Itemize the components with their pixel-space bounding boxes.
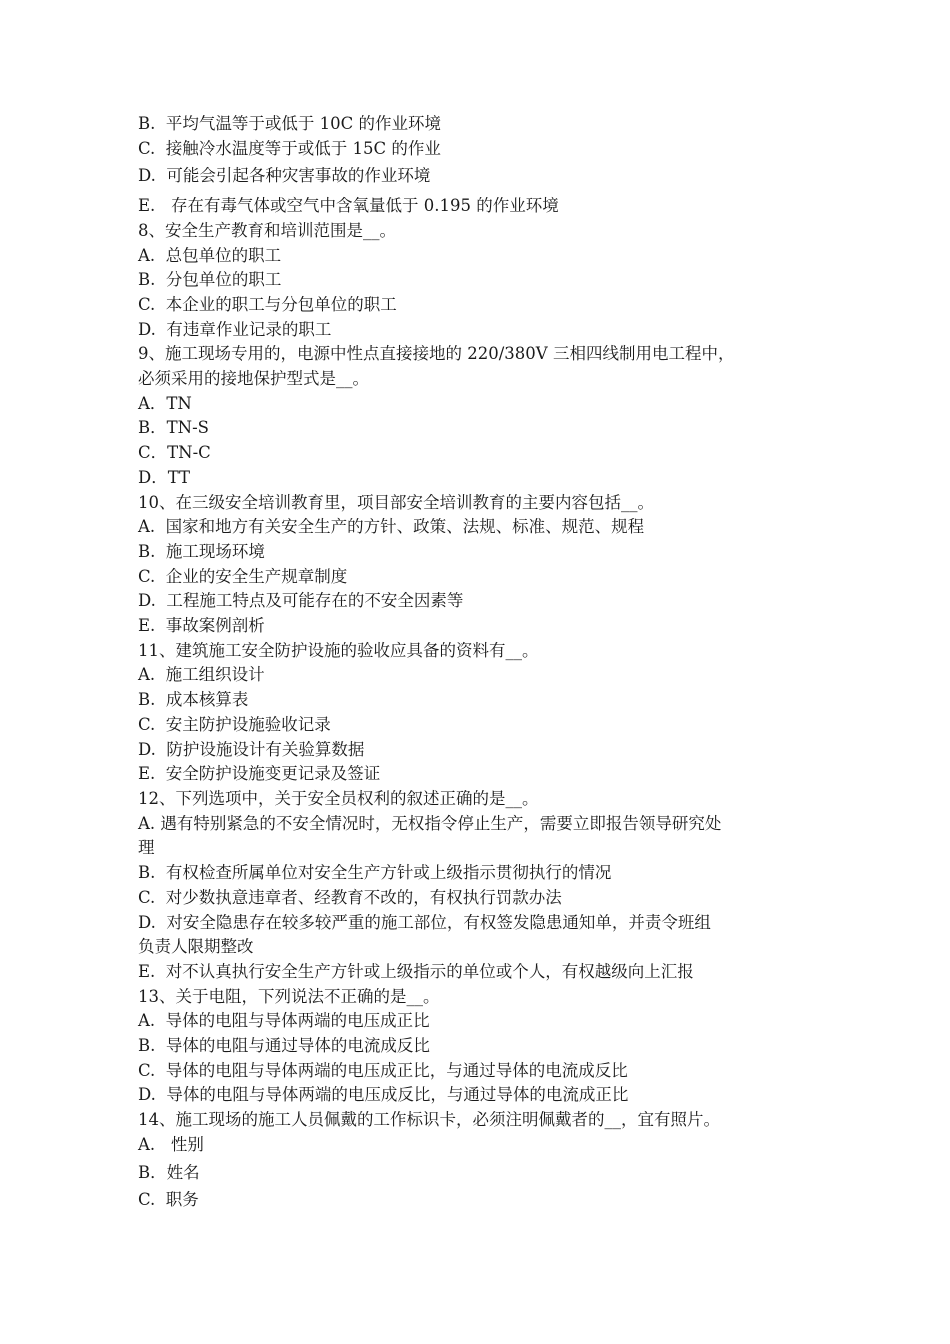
option-line-continued: 理 [138, 838, 155, 858]
option-line: B. 施工现场环境 [138, 541, 265, 561]
option-line: C. 企业的安全生产规章制度 [138, 566, 348, 586]
option-line: C. 职务 [138, 1190, 199, 1210]
option-line: B. 分包单位的职工 [138, 270, 282, 290]
option-line: A. 遇有特别紧急的不安全情况时，无权指令停止生产，需要立即报告领导研究处 [138, 813, 722, 833]
question-14: 14、施工现场的施工人员佩戴的工作标识卡，必须注明佩戴者的__，宜有照片。 [138, 1110, 720, 1130]
question-9: 9、施工现场专用的，电源中性点直接接地的 220/380V 三相四线制用电工程中， [138, 344, 735, 364]
question-11: 11、建筑施工安全防护设施的验收应具备的资料有__。 [138, 640, 539, 660]
option-line: B. 有权检查所属单位对安全生产方针或上级指示贯彻执行的情况 [138, 863, 612, 883]
option-line: E. 安全防护设施变更记录及签证 [138, 764, 381, 784]
option-line: C. 对少数执意违章者、经教育不改的，有权执行罚款办法 [138, 887, 562, 907]
option-line: A. 国家和地方有关安全生产的方针、政策、法规、标准、规范、规程 [138, 517, 645, 537]
option-line: E. 对不认真执行安全生产方针或上级指示的单位或个人，有权越级向上汇报 [138, 961, 694, 981]
option-line: A. 总包单位的职工 [138, 245, 282, 265]
option-line: B. 导体的电阻与通过导体的电流成反比 [138, 1036, 430, 1056]
document-body [138, 112, 818, 1213]
option-line: B. 成本核算表 [138, 690, 249, 710]
option-line: D. 有违章作业记录的职工 [138, 319, 332, 339]
option-line: A. 施工组织设计 [138, 665, 265, 685]
option-line: D. 可能会引起各种灾害事故的作业环境 [138, 166, 431, 186]
question-13: 13、关于电阻，下列说法不正确的是__。 [138, 986, 440, 1006]
option-line: E. 存在有毒气体或空气中含氧量低于 0.195 的作业环境 [138, 196, 559, 216]
option-line: E. 事故案例剖析 [138, 616, 265, 636]
option-line: C. 本企业的职工与分包单位的职工 [138, 294, 397, 314]
option-line: D．TT [138, 467, 191, 487]
option-line: C. 导体的电阻与导体两端的电压成正比，与通过导体的电流成反比 [138, 1060, 628, 1080]
option-line: D. 导体的电阻与导体两端的电压成反比，与通过导体的电流成正比 [138, 1085, 629, 1105]
option-line: D. 对安全隐患存在较多较严重的施工部位，有权签发隐患通知单，并责令班组 [138, 912, 711, 932]
option-line: C．TN-C [138, 443, 211, 463]
option-line: C. 安主防护设施验收记录 [138, 714, 331, 734]
option-line: D. 防护设施设计有关验算数据 [138, 739, 365, 759]
option-line: B．姓名 [138, 1162, 200, 1182]
option-line: B．TN-S [138, 418, 209, 438]
question-12: 12、下列选项中，关于安全员权利的叙述正确的是__。 [138, 788, 539, 808]
question-8: 8、安全生产教育和培训范围是__。 [138, 220, 396, 240]
option-line: A. 导体的电阻与导体两端的电压成正比 [138, 1011, 430, 1031]
option-line-continued: 负责人限期整改 [138, 937, 254, 957]
option-line: A. 性别 [138, 1134, 204, 1154]
option-line: D. 工程施工特点及可能存在的不安全因素等 [138, 591, 464, 611]
option-line: A．TN [138, 393, 192, 413]
option-line: C. 接触冷水温度等于或低于 15C 的作业 [138, 138, 441, 158]
question-9-continued: 必须采用的接地保护型式是__。 [138, 369, 369, 389]
question-10: 10、在三级安全培训教育里，项目部安全培训教育的主要内容包括__。 [138, 492, 654, 512]
option-line: B. 平均气温等于或低于 10C 的作业环境 [138, 114, 441, 133]
